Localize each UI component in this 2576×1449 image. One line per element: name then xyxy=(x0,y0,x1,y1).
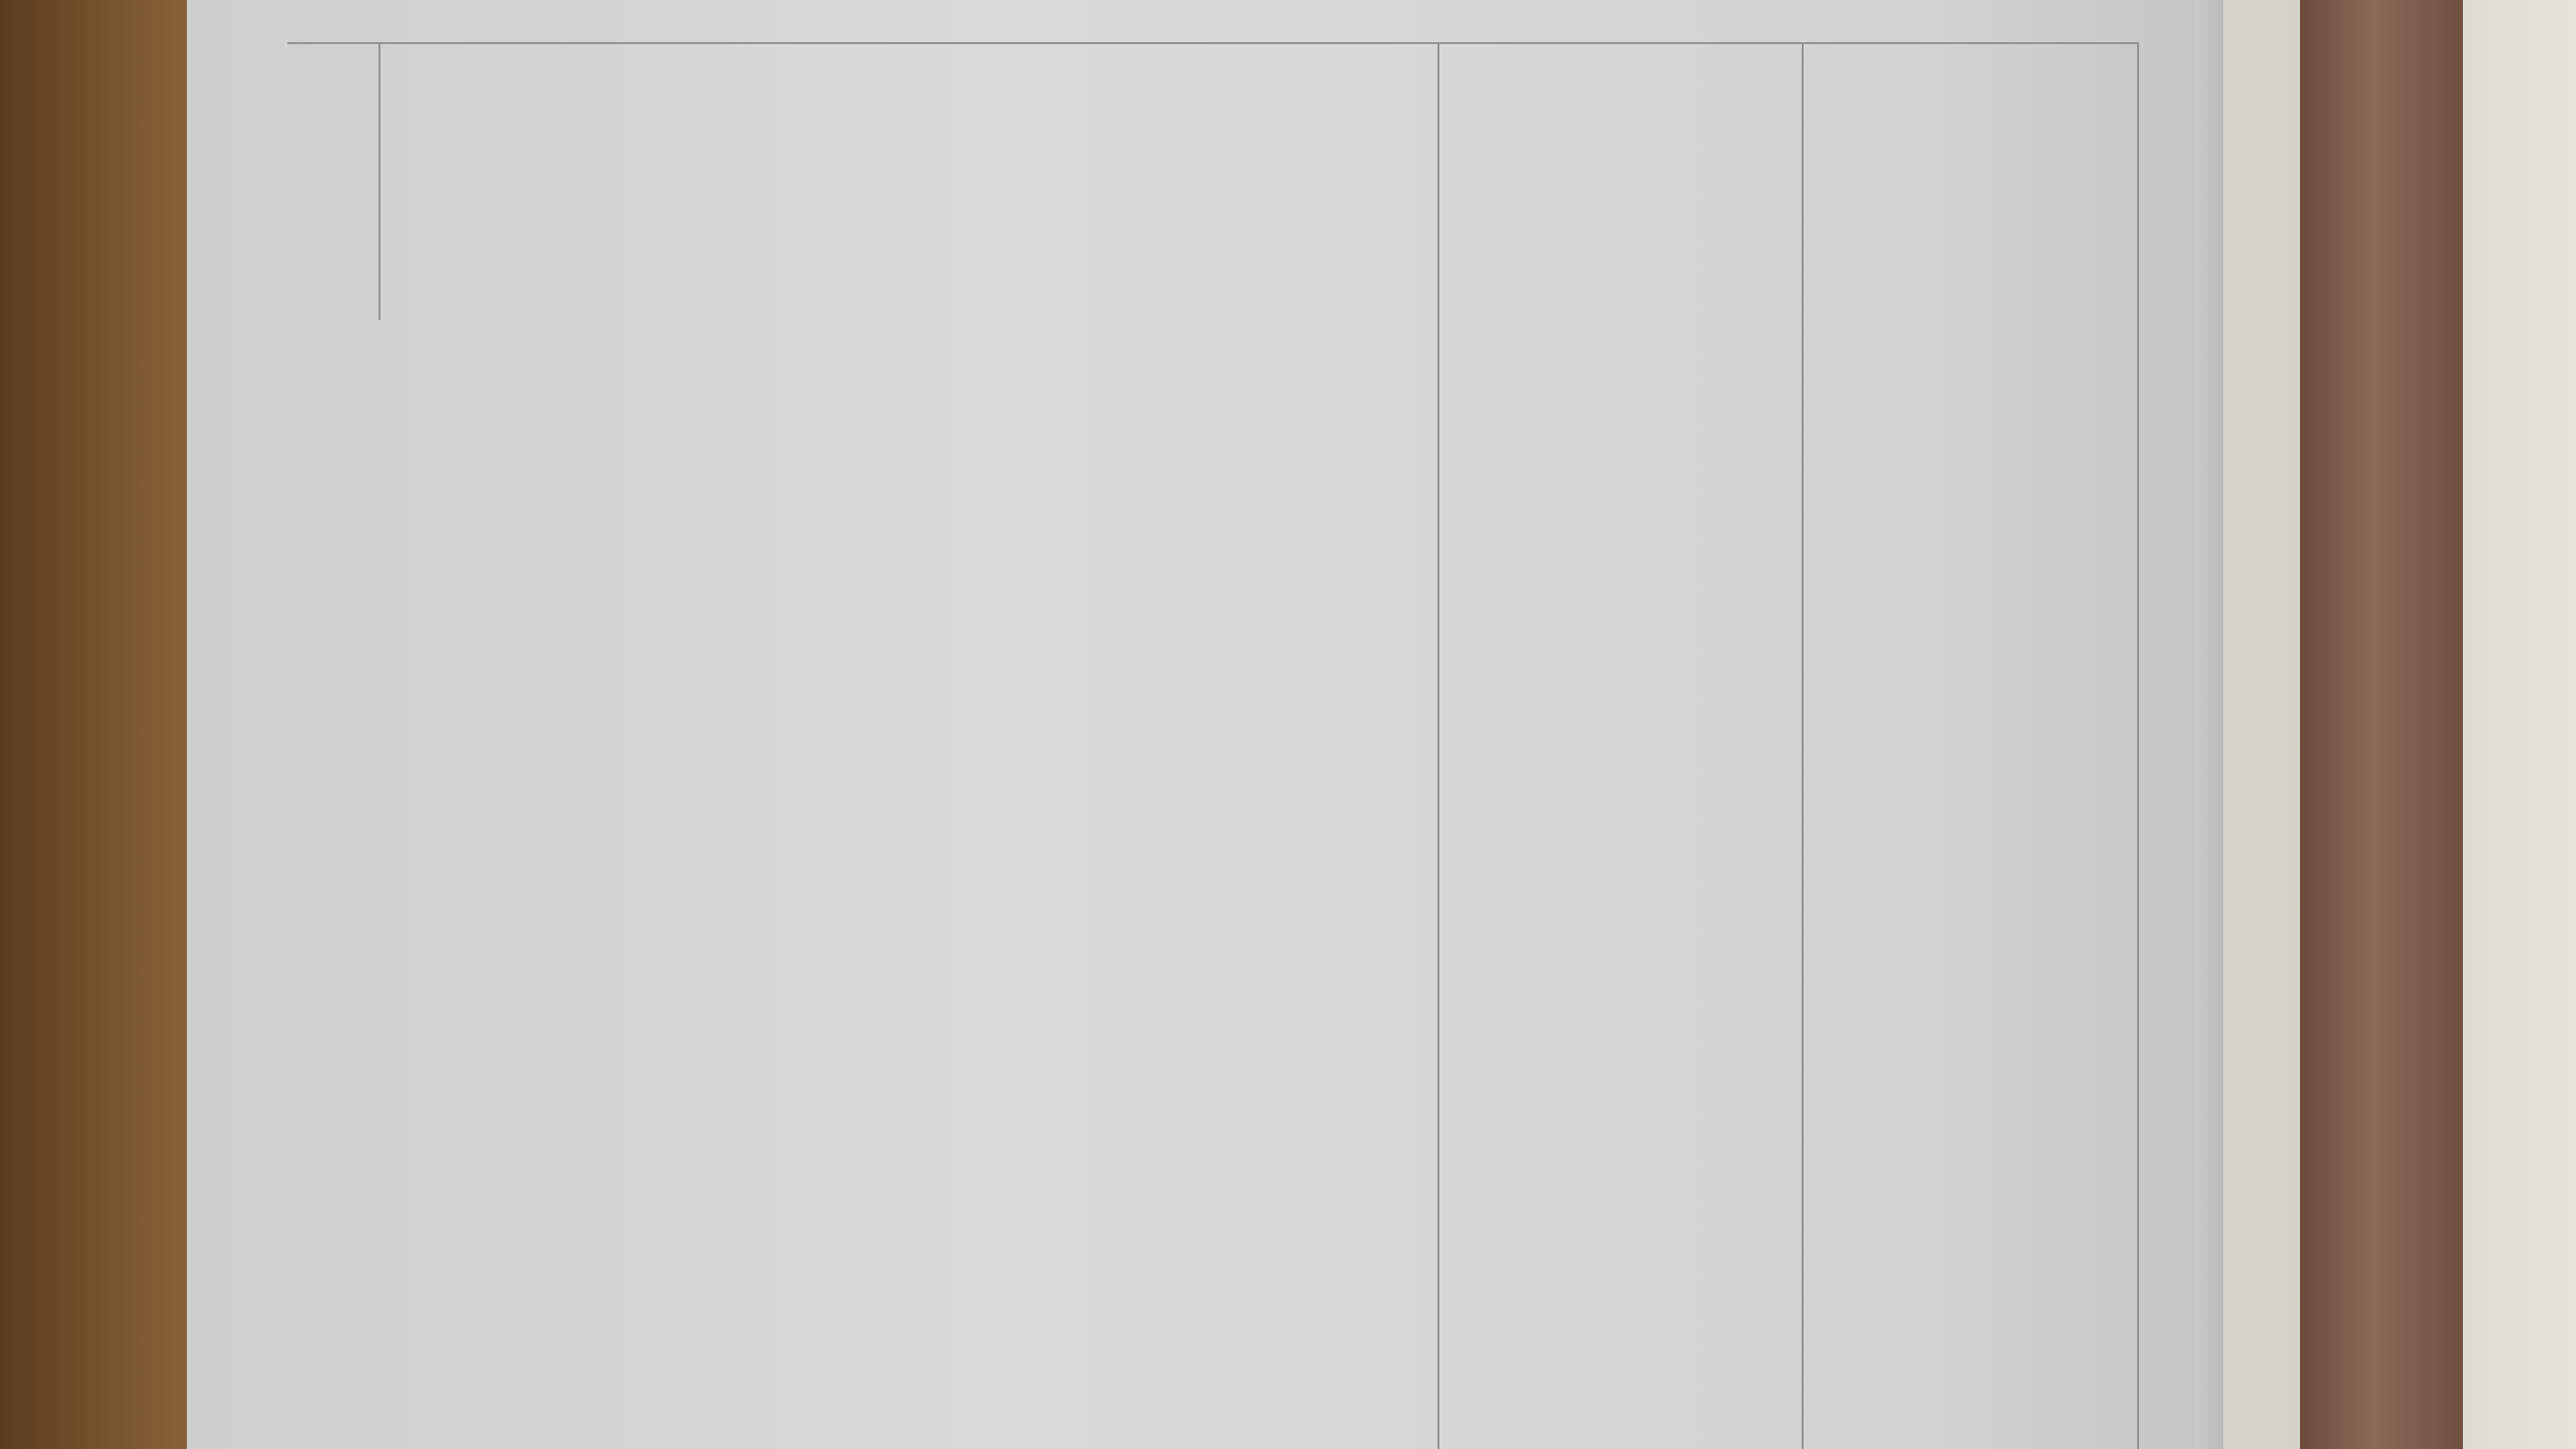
table-header-row xyxy=(288,42,2137,98)
header-particulars xyxy=(288,44,1438,98)
page-edge xyxy=(2195,0,2223,1449)
desk-background xyxy=(0,0,196,1449)
balance-sheet-table xyxy=(288,42,2137,1449)
header-amount xyxy=(1802,44,2137,98)
notebook-cover-strip xyxy=(2300,0,2463,1449)
table-right-border xyxy=(2137,42,2139,1449)
header-note-no xyxy=(1438,44,1802,98)
notebook-back-cover xyxy=(2463,0,2576,1449)
